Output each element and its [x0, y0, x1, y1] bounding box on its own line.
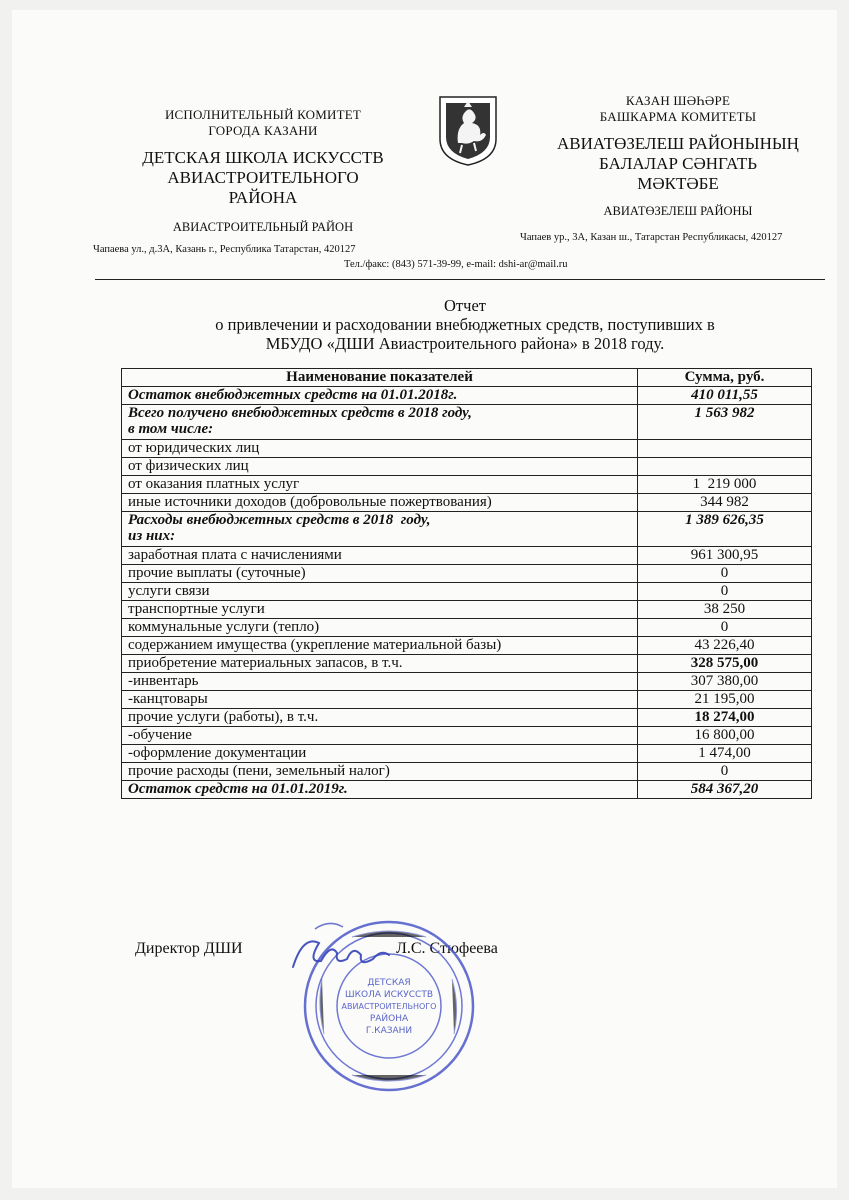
row-name — [122, 512, 638, 547]
row-value: 0 — [638, 763, 812, 781]
row-value: 0 — [638, 565, 812, 583]
table-row — [122, 673, 812, 691]
stamp-line2: ШКОЛА ИСКУССТВ — [344, 990, 434, 1000]
table-row — [122, 476, 812, 494]
row-name: Остаток внебюджетных средств на 01.01.2018г. — [122, 387, 638, 405]
row-value: 16 800,00 — [638, 727, 812, 745]
header-left-school2: АВИАСТРОИТЕЛЬНОГО — [167, 168, 359, 187]
header-left-school — [128, 148, 398, 208]
header-right-line1: КАЗАН ШӘҺӘРЕ — [625, 93, 731, 108]
row-value: 328 575,00 — [638, 655, 812, 673]
row-name: приобретение материальных запасов, в т.ч. — [122, 655, 638, 673]
table-row — [122, 583, 812, 601]
header-left — [128, 107, 398, 235]
header-left-school1: ДЕТСКАЯ ШКОЛА ИСКУССТВ — [142, 148, 384, 167]
row-name: -обучение — [122, 727, 638, 745]
row-value: 961 300,95 — [638, 547, 812, 565]
column-header-name: Наименование показателей — [122, 369, 638, 387]
table-row — [122, 387, 812, 405]
header-left-line2: ГОРОДА КАЗАНИ — [208, 123, 318, 138]
row-name: услуги связи — [122, 583, 638, 601]
contacts: Тел./факс: (843) 571-39-99, e-mail: dshi-ar@mail.ru — [344, 259, 568, 270]
table-row — [122, 601, 812, 619]
row-name: прочие выплаты (суточные) — [122, 565, 638, 583]
address-right: Чапаев ур., 3А, Казан ш., Татарстан Республикасы, 420127 — [520, 232, 783, 243]
stamp-line3: АВИАСТРОИТЕЛЬНОГО — [341, 1002, 437, 1011]
signatory-name: Л.С. Стюфеева — [396, 940, 498, 957]
title-line2: о привлечении и расходовании внебюджетных средств, поступивших в — [215, 315, 715, 334]
table-row — [122, 565, 812, 583]
signature-label: Директор ДШИ — [135, 940, 243, 957]
header-right-school — [528, 134, 828, 194]
table-row — [122, 763, 812, 781]
row-value: 344 982 — [638, 494, 812, 512]
column-header-sum: Сумма, руб. — [638, 369, 812, 387]
header-right — [528, 93, 828, 219]
row-name: Остаток средств на 01.01.2019г. — [122, 781, 638, 799]
row-name: прочие услуги (работы), в т.ч. — [122, 709, 638, 727]
finance-table — [121, 368, 812, 799]
table-row — [122, 547, 812, 565]
header-left-school3: РАЙОНА — [228, 188, 298, 207]
row-name: от юридических лиц — [122, 440, 638, 458]
table-row — [122, 691, 812, 709]
row-name-line2: в том числе: — [128, 421, 214, 437]
table-row — [122, 405, 812, 440]
header-right-school2: БАЛАЛАР СӘНГАТЬ — [599, 154, 757, 173]
row-name: от оказания платных услуг — [122, 476, 638, 494]
signature-icon — [285, 915, 395, 985]
stamp-line5: Г.КАЗАНИ — [365, 1026, 413, 1036]
row-name: от физических лиц — [122, 458, 638, 476]
row-name: прочие расходы (пени, земельный налог) — [122, 763, 638, 781]
header-right-school1: АВИАТӨЗЕЛЕШ РАЙОНЫНЫҢ — [557, 134, 799, 153]
stamp-line1: ДЕТСКАЯ — [367, 978, 411, 988]
row-name: коммунальные услуги (тепло) — [122, 619, 638, 637]
table-row — [122, 781, 812, 799]
title-line3: МБУДО «ДШИ Авиастроительного района» в 2018 году. — [265, 334, 665, 353]
row-name-line1: Всего получено внебюджетных средств в 2018 году, — [128, 405, 472, 421]
row-value: 410 011,55 — [638, 387, 812, 405]
row-value — [638, 458, 812, 476]
row-value: 1 474,00 — [638, 745, 812, 763]
header-left-district: АВИАСТРОИТЕЛЬНЫЙ РАЙОН — [172, 220, 354, 234]
coat-of-arms-icon — [438, 95, 498, 167]
header-right-school3: МӘКТӘБЕ — [637, 174, 719, 193]
table-row — [122, 727, 812, 745]
row-value: 584 367,20 — [638, 781, 812, 799]
row-name-line1: Расходы внебюджетных средств в 2018 году, — [128, 512, 431, 528]
header-left-line1: ИСПОЛНИТЕЛЬНЫЙ КОМИТЕТ — [164, 107, 362, 122]
row-value: 307 380,00 — [638, 673, 812, 691]
row-name: содержанием имущества (укрепление материальной базы) — [122, 637, 638, 655]
row-name: -канцтовары — [122, 691, 638, 709]
address-left: Чапаева ул., д.3А, Казань г., Республика Татарстан, 420127 — [93, 244, 356, 255]
row-value: 0 — [638, 583, 812, 601]
row-name: иные источники доходов (добровольные пожертвования) — [122, 494, 638, 512]
table-row — [122, 440, 812, 458]
row-value: 1 219 000 — [638, 476, 812, 494]
row-name — [122, 405, 638, 440]
table-row — [122, 637, 812, 655]
row-name: -инвентарь — [122, 673, 638, 691]
report-title — [120, 296, 810, 353]
header-divider — [95, 279, 825, 280]
title-line1: Отчет — [444, 296, 486, 315]
row-value: 21 195,00 — [638, 691, 812, 709]
row-value: 0 — [638, 619, 812, 637]
row-value: 1 389 626,35 — [638, 512, 812, 547]
row-value — [638, 440, 812, 458]
table-row — [122, 494, 812, 512]
header-right-district: АВИАТӨЗЕЛЕШ РАЙОНЫ — [603, 204, 753, 218]
table-row — [122, 655, 812, 673]
table-row — [122, 745, 812, 763]
row-name-line2: из них: — [128, 528, 176, 544]
table-row — [122, 512, 812, 547]
row-value: 38 250 — [638, 601, 812, 619]
row-name: транспортные услуги — [122, 601, 638, 619]
header-right-line2: БАШКАРМА КОМИТЕТЫ — [599, 109, 757, 124]
row-value: 43 226,40 — [638, 637, 812, 655]
table-row — [122, 709, 812, 727]
row-value: 18 274,00 — [638, 709, 812, 727]
table-header-row — [122, 369, 812, 387]
table-row — [122, 619, 812, 637]
stamp-line4: РАЙОНА — [369, 1014, 409, 1024]
row-value: 1 563 982 — [638, 405, 812, 440]
row-name: заработная плата с начислениями — [122, 547, 638, 565]
table-row — [122, 458, 812, 476]
row-name: -оформление документации — [122, 745, 638, 763]
